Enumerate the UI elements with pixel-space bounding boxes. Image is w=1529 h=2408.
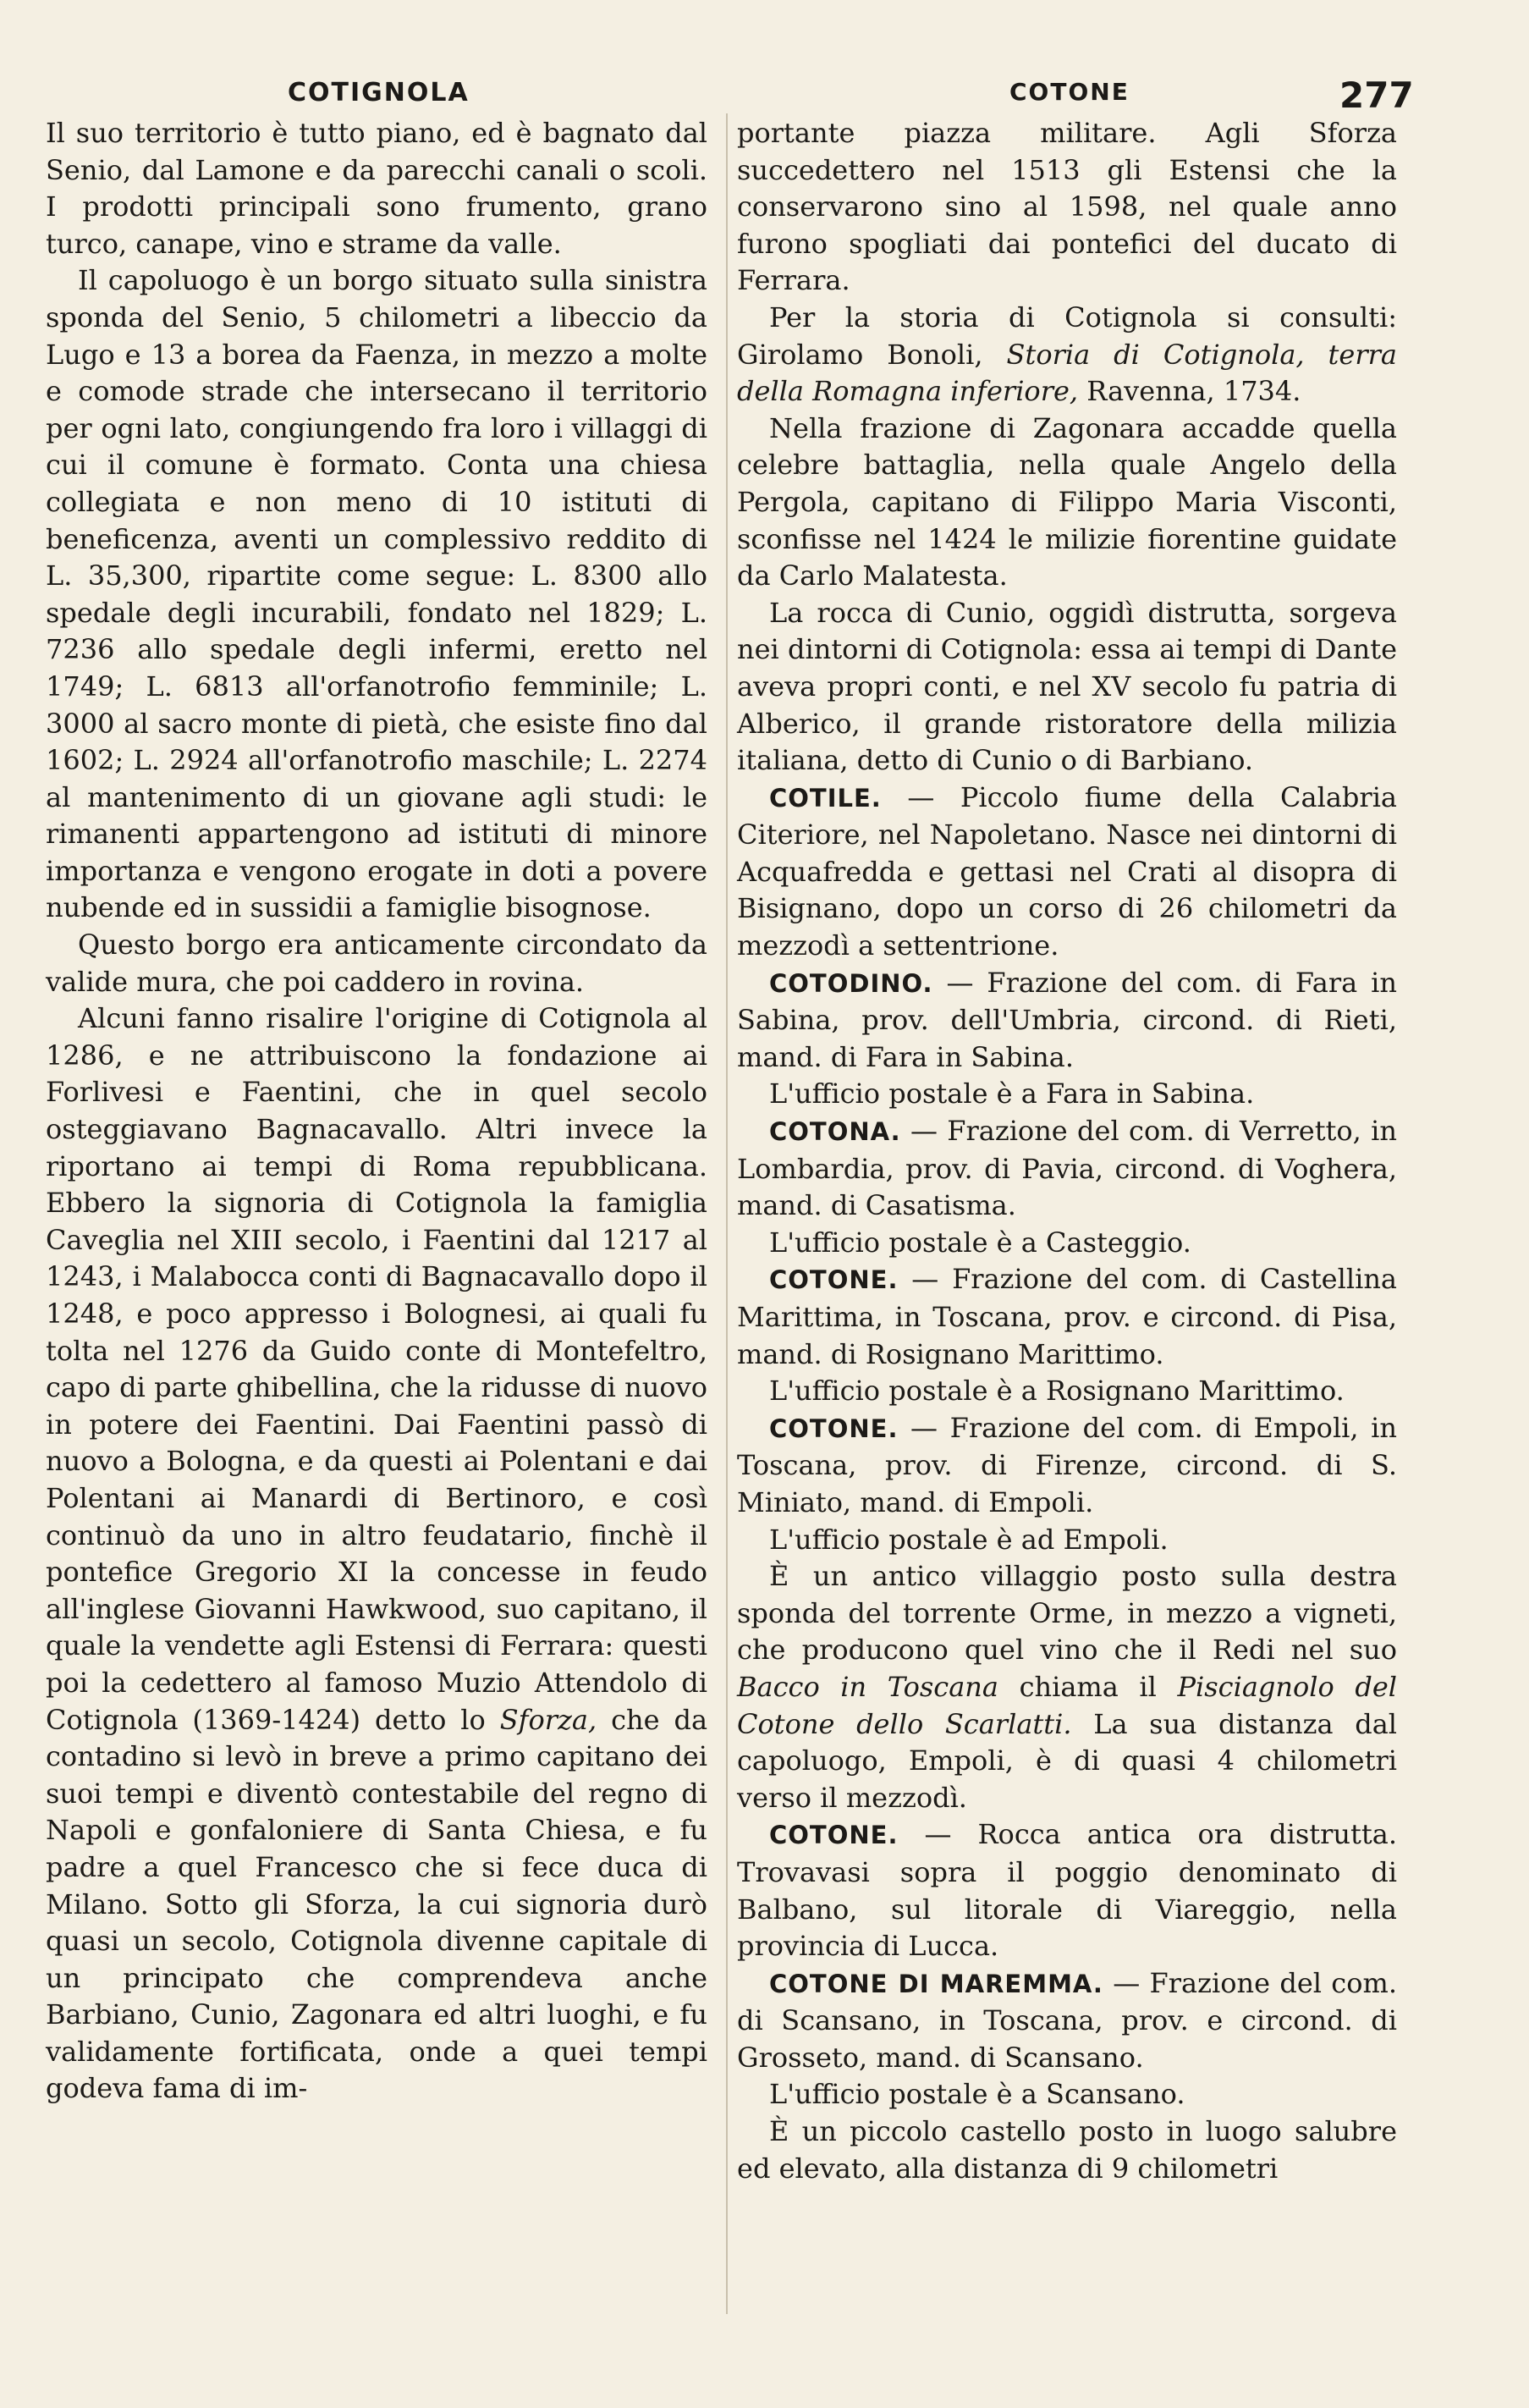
entry-term: COTONE. xyxy=(769,1265,899,1295)
postal-note: L'ufficio postale è a Scansano. xyxy=(769,2078,1185,2111)
entry-text: — Frazione del com. di Empoli, in Toscana, prov. di Firenze, circond. di S. Miniato, mand. di Empoli. xyxy=(737,1411,1398,1518)
paragraph: La rocca di Cunio, oggidì distrutta, sorgeva nei dintorni di Cotignola: essa ai tempi di Dante aveva propri conti, e nel XV secolo fu patria di Alberico, il grande ristoratore della milizia italiana, detto di Cunio o di Barbiano. xyxy=(737,596,1397,777)
text-run: Per la storia di Cotignola si consulti: Girolamo Bonoli, xyxy=(737,300,1397,371)
text-run: che da contadino si levò in breve a primo capitano dei suoi tempi e diventò contestabile del regno di Napoli e gonfaloniere di Santa Chiesa, e fu padre a quel Francesco che si fece duca di Milano. Sotto gli Sforza, la cui signoria durò quasi un secolo, Cotignola divenne capitale di un principato che comprendeva anche Barbiano, Cunio, Zagonara ed altri luoghi, e fu validamente fortificata, onde a quei tempi godeva fama di im- xyxy=(46,1703,708,2105)
entry-cotone-di-maremma xyxy=(737,1965,1397,2077)
entry-cotone-castellina xyxy=(737,1261,1397,1373)
italic-run: Sforza, xyxy=(499,1703,597,1736)
entry-cotile xyxy=(737,780,1397,965)
paragraph: Il capoluogo è un borgo situato sulla sinistra sponda del Senio, 5 chilometri a libeccio da Lugo e 13 a borea da Faenza, in mezzo a molte e comode strade che intersecano il territorio per ogni lato, congiungendo fra loro i villaggi di cui il comune è formato. Conta una chiesa collegiata e non meno di 10 istituti di beneficenza, aventi un complessivo reddito di L. 35,300, ripartite come segue: L. 8300 allo spedale degli incurabili, fondato nel 1829; L. 7236 allo spedale degli infermi, eretto nel 1749; L. 6813 all'orfanotrofio femminile; L. 3000 al sacro monte di pietà, che esiste fino dal 1602; L. 2924 all'orfanotrofio maschile; L. 2274 al mantenimento di un giovane agli studi: le rimanenti appartengono ad istituti di minore importanza e vengono erogate in doti a povere nubende ed in sussidii a famiglie bisognose. xyxy=(46,264,707,924)
text-run: È un antico villaggio posto sulla destra sponda del torrente Orme, in mezzo a vigneti, che producono quel vino che il Redi nel suo xyxy=(737,1560,1397,1667)
paragraph: È un piccolo castello posto in luogo salubre ed elevato, alla distanza di 9 chilometri xyxy=(737,2115,1397,2185)
entry-cotone-empoli xyxy=(737,1410,1397,1522)
entry-term: COTONE DI MAREMMA. xyxy=(769,1969,1103,1998)
column-divider xyxy=(726,113,728,2314)
paragraph xyxy=(46,1000,707,2108)
entry-term: COTONA. xyxy=(769,1117,901,1147)
paragraph: Questo borgo era anticamente circondato da valide mura, che poi caddero in rovina. xyxy=(46,928,707,998)
entry-cotone-rocca xyxy=(737,1816,1397,1964)
italic-run: Pisciagnolo del Cotone dello Scarlatti. xyxy=(737,1670,1398,1740)
entry-text: — Piccolo fiume della Calabria Citeriore, nel Napoletano. Nasce nei dintorni di Acquafredda e gettasi nel Crati al disopra di Bisignano, dopo un corso di 26 chilometri da mezzodì a settentrione. xyxy=(737,780,1398,962)
left-column xyxy=(46,115,707,2108)
italic-run: Storia di Cotignola, terra della Romagna inferiore, xyxy=(737,338,1398,408)
postal-note: L'ufficio postale è a Rosignano Marittimo. xyxy=(769,1375,1345,1408)
entry-text: — Frazione del com. di Verretto, in Lombardia, prov. di Pavia, circond. di Voghera, mand. di Casatisma. xyxy=(737,1115,1398,1222)
running-head-left: COTIGNOLA xyxy=(288,78,470,107)
entry-text: — Frazione del com. di Scansano, in Toscana, prov. e circond. di Grosseto, mand. di Scansano. xyxy=(737,1966,1398,2074)
entry-text: — Rocca antica ora distrutta. Trovavasi sopra il poggio denominato di Balbano, sul litorale di Viareggio, nella provincia di Lucca. xyxy=(737,1818,1398,1963)
paragraph xyxy=(737,1558,1397,1816)
postal-note: L'ufficio postale è a Casteggio. xyxy=(769,1226,1191,1259)
paragraph: portante piazza militare. Agli Sforza succedettero nel 1513 gli Estensi che la conservarono sino al 1598, nel quale anno furono spogliati dai pontefici del ducato di Ferrara. xyxy=(737,117,1397,297)
text-run: Alcuni fanno risalire l'origine di Cotignola al 1286, e ne attribuiscono la fondazione ai Forlivesi e Faentini, che in quel secolo osteggiavano Bagnacavallo. Altri invece la riportano ai tempi di Roma repubblicana. Ebbero la signoria di Cotignola la famiglia Caveglia nel XIII secolo, i Faentini dal 1217 al 1243, i Malabocca conti di Bagnacavallo dopo il 1248, e poco appresso i Bolognesi, ai quali fu tolta nel 1276 da Guido conte di Montefeltro, capo di parte ghibellina, che la ridusse di nuovo in potere dei Faentini. Dai Faentini passò di nuovo a Bologna, e da questi ai Polentani e dai Polentani ai Manardi di Bertinoro, e così continuò da uno in altro feudatario, finchè il pontefice Gregorio XI la concesse in feudo all'inglese Giovanni Hawkwood, suo capitano, il quale la vendette agli Estensi di Ferrara: questi poi la cedettero al famoso Muzio Attendolo di Cotignola (1369-1424) detto lo xyxy=(46,1002,707,1736)
postal-note: L'ufficio postale è ad Empoli. xyxy=(769,1523,1169,1556)
paragraph: Nella frazione di Zagonara accadde quella celebre battaglia, nella quale Angelo della Pergola, capitano di Filippo Maria Visconti, sconfisse nel 1424 le milizie fiorentine guidate da Carlo Malatesta. xyxy=(737,411,1397,592)
text-run: Ravenna, 1734. xyxy=(1086,375,1301,408)
running-head-right: COTONE xyxy=(1009,78,1130,106)
text-run: chiama il xyxy=(1019,1670,1157,1703)
paragraph: Il suo territorio è tutto piano, ed è bagnato dal Senio, dal Lamone e da parecchi canali o scoli. I prodotti principali sono frumento, grano turco, canape, vino e strame da valle. xyxy=(46,117,707,260)
entry-term: COTILE. xyxy=(769,783,882,813)
page-number: 277 xyxy=(1339,74,1414,116)
right-column xyxy=(737,115,1397,2187)
entry-cotodino xyxy=(737,965,1397,1077)
entry-text: — Frazione del com. di Fara in Sabina, prov. dell'Umbria, circond. di Rieti, mand. di Fara in Sabina. xyxy=(737,966,1397,1073)
paragraph xyxy=(737,300,1397,411)
entry-text: — Frazione del com. di Castellina Marittima, in Toscana, prov. e circond. di Pisa, mand. di Rosignano Marittimo. xyxy=(737,1263,1398,1370)
entry-term: COTONE. xyxy=(769,1821,899,1850)
entry-cotona xyxy=(737,1113,1397,1225)
text-run: La sua distanza dal capoluogo, Empoli, è di quasi 4 chilometri verso il mezzodì. xyxy=(737,1707,1398,1814)
entry-term: COTODINO. xyxy=(769,968,933,998)
entry-term: COTONE. xyxy=(769,1413,899,1443)
postal-note: L'ufficio postale è a Fara in Sabina. xyxy=(769,1077,1255,1110)
italic-run: Bacco in Toscana xyxy=(737,1670,998,1703)
